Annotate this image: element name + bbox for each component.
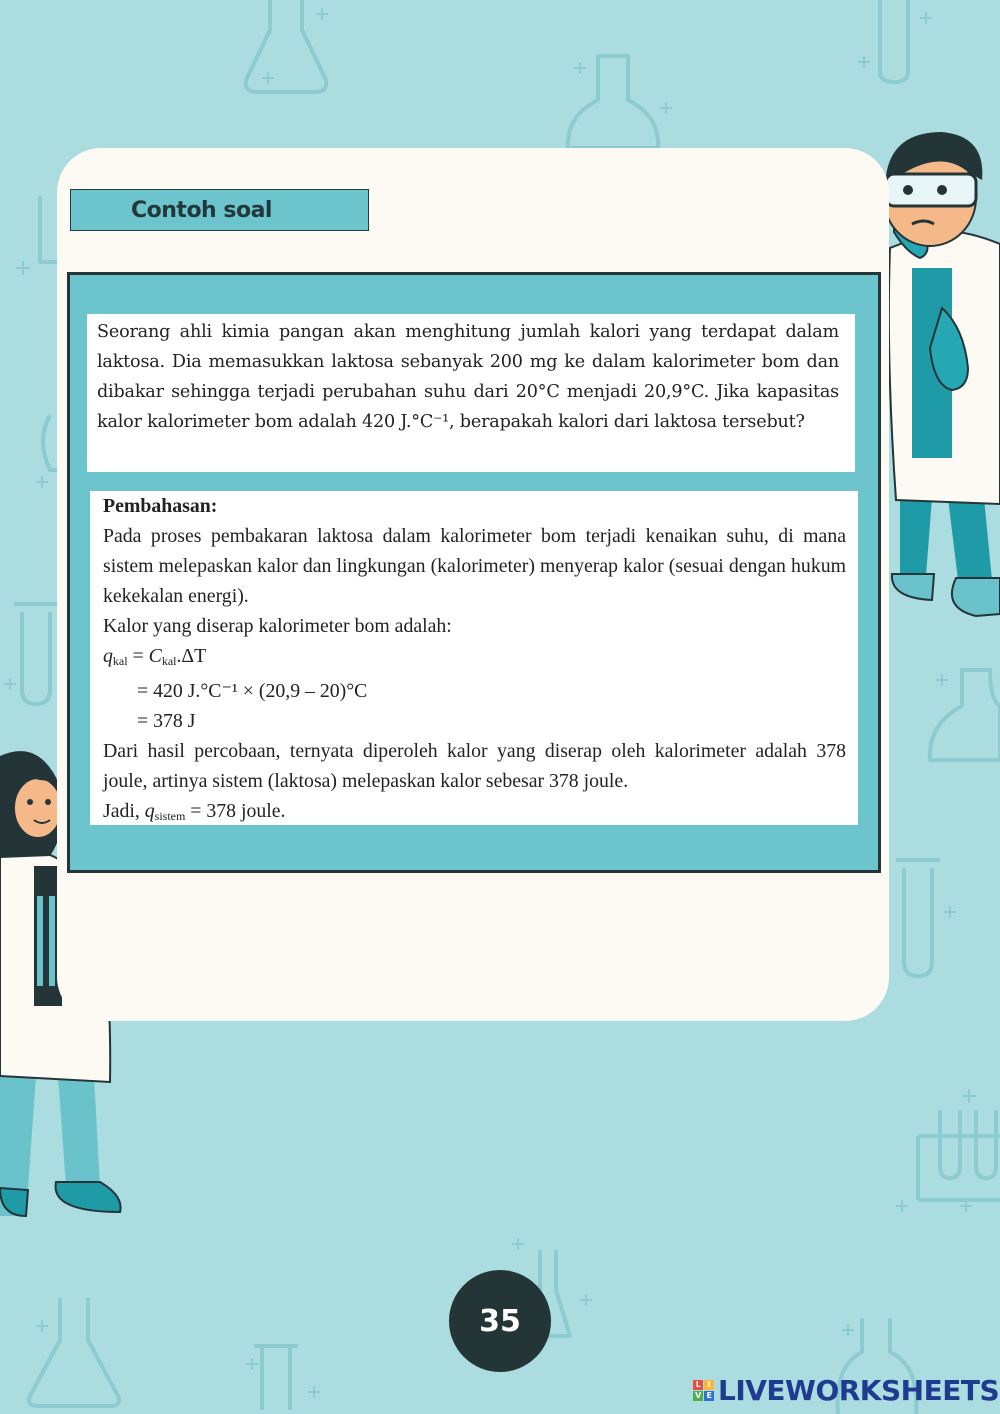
section-title: Contoh soal (70, 189, 369, 231)
equation-line-1 (103, 641, 846, 676)
answer-paragraph-1: Pada proses pembakaran laktosa dalam kalorimeter bom terjadi kenaikan suhu, di mana sistem melepaskan kalor dan lingkungan (kalorimeter) menyerap kalor (sesuai dengan hukum kekekalan energi). (103, 525, 846, 607)
scientist-man-illustration (872, 128, 1000, 618)
q-symbol: q (103, 645, 113, 667)
liveworksheets-watermark (693, 1373, 999, 1407)
c-subscript: kal (161, 654, 177, 668)
logo-letter-v: V (693, 1391, 703, 1401)
watermark-text: LIVEWORKSHEETS (718, 1373, 1000, 1407)
liveworksheets-logo-icon (693, 1380, 714, 1401)
question-box (87, 314, 855, 472)
c-symbol: C (148, 645, 162, 667)
conclusion-q-subscript: sistem (154, 809, 186, 823)
answer-paragraph-2: Dari hasil percobaan, ternyata diperoleh kalor yang diserap oleh kalorimeter adalah 378 joule, artinya sistem (laktosa) melepaskan kalor sebesar 378 joule. (103, 740, 846, 792)
logo-letter-i: I (704, 1380, 714, 1390)
logo-letter-e: E (704, 1391, 714, 1401)
delta-t: .ΔT (176, 645, 207, 667)
conclusion-prefix: Jadi, (103, 800, 145, 822)
answer-intro-line: Kalor yang diserap kalorimeter bom adalah: (103, 615, 452, 637)
conclusion-suffix: = 378 joule. (185, 800, 286, 822)
question-text: Seorang ahli kimia pangan akan menghitung jumlah kalori yang terdapat dalam laktosa. Dia memasukkan laktosa sebanyak 200 mg ke dalam kalorimeter bom dan dibakar sehingga terjadi perubahan suhu dari 20°C menjadi 20,9°C. Jika kapasitas kalor kalorimeter bom adalah 420 J.°C⁻¹, berapakah kalori dari laktosa tersebut? (97, 322, 839, 432)
equation-line-2: = 420 J.°C⁻¹ × (20,9 – 20)°C (137, 680, 368, 702)
conclusion-line (103, 796, 846, 831)
equals-sign: = (127, 645, 149, 667)
logo-letter-l: L (693, 1380, 703, 1390)
equation-line-3: = 378 J (137, 710, 196, 732)
answer-heading: Pembahasan: (103, 495, 218, 517)
page-number: 35 (449, 1270, 551, 1372)
q-subscript: kal (112, 654, 128, 668)
answer-box (90, 491, 858, 825)
conclusion-q-symbol: q (144, 800, 155, 822)
